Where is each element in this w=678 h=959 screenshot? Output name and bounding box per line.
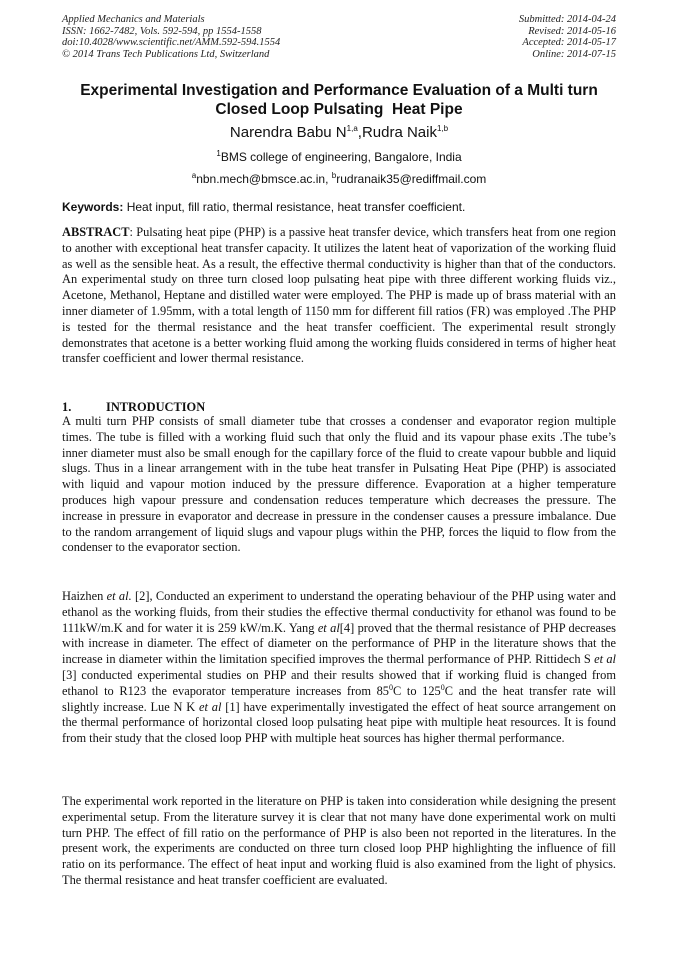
keywords-text: Heat input, fill ratio, thermal resistance, heat transfer coefficient. [126, 200, 466, 214]
italic-run: et al. [106, 589, 132, 603]
revised-date: Revised: 2014-05-16 [528, 25, 616, 37]
italic-run: et al [199, 699, 222, 714]
keywords-label: Keywords: [62, 200, 124, 214]
text-run: C and the heat transfer rate will slightly increase. Lue N K [62, 683, 616, 714]
intro-paragraph-1: A multi turn PHP consists of small diameter tube that crosses a condenser and evaporator region multiple times. The tube is filled with a working fluid such that only the fluid and its vapour phase exits .The tube’s inner diameter must also be small enough for the capillary force of the fluid to create vapour bubble and liquid slugs. Thus in a linear arrangement with in the tube heat transfer in Pulsating Heat Pipe (PHP) is associated with liquid and vapour motion induced by the pressure difference. Evaporation at a higher temperature produces high vapour pressure and condensation reduces temperature which decreases the pressure. The increase in pressure in evaporator and decrease in pressure in the condenser causes a pressure imbalance. Due to the random arrangement of liquid slugs and vapour plugs within the PHP, forces the liquid to flow from the condenser to the evaporator section. [62, 414, 616, 555]
abstract-text: : Pulsating heat pipe (PHP) is a passive heat transfer device, which transfers heat from one region to another with exceptional heat transfer capacity. It utilizes the latent heat of vaporization of the working fluid as well as the sensible heat. As a result, the effective thermal conductivity is higher than that of the conductors. An experimental study on three turn closed loop pulsating heat pipe with three different working fluids viz., Acetone, Methanol, Heptane and distilled water were employed. The PHP is made up of brass material with an inner diameter of 1.95mm, with a total length of 1150 mm for different fill ratios (FR) was employed .The PHP is tested for the thermal resistance and the heat transfer coefficient. The experimental result strongly demonstrates that acetone is a better working fluid among the working fluids considered in terms of higher heat transfer coefficient and lower thermal resistance. [62, 225, 616, 366]
degree-superscript: 0 [389, 682, 393, 692]
journal-header-right [519, 14, 616, 60]
section-heading-introduction [62, 400, 205, 415]
email-a[interactable]: nbn.mech@bmsce.ac.in [196, 172, 326, 186]
journal-name: Applied Mechanics and Materials [62, 14, 205, 25]
author-2-superscript: 1,b [436, 124, 449, 133]
intro-paragraph-3: The experimental work reported in the literature on PHP is taken into consideration while designing the present experimental setup. From the literature survey it is clear that not many have done experimental work on multi turn PHP. The effect of fill ratio on the performance of PHP is also been not reported in the literatures. In the present work, the experiments are conducted on three turn closed loop PHP highlighting the influence of fill ratio on its performance. The effect of heat input and working fluid is also examined from the light of physics. The thermal resistance and heat transfer coefficient are evaluated. [62, 794, 616, 887]
italic-run: et al [594, 652, 616, 667]
author-1: Narendra Babu N [229, 124, 347, 141]
affiliation [62, 150, 616, 164]
text-run: [4] proved that the thermal resistance of PHP decreases with increase in diameter. The effect of diameter on the performance of PHP in the literature shows that the increase in diameter within the limitation specified improves the thermal performance of PHP. Rittidech S [62, 620, 616, 667]
journal-header-left [62, 14, 280, 60]
intro-paragraph-2 [62, 589, 616, 747]
journal-issn: ISSN: 1662-7482, Vols. 592-594, pp 1554-1558 [62, 25, 262, 37]
author-line: Narendra Babu N$^{1,a}$,Rudra Naik$^{1,b}$ [229, 124, 449, 141]
title-line-1: Experimental Investigation and Performance Evaluation of a Multi turn [80, 82, 598, 99]
submitted-date: Submitted: 2014-04-24 [518, 14, 616, 25]
author-1-superscript: 1,a [346, 124, 358, 133]
email-b-superscript: b [331, 171, 337, 180]
journal-copyright: © 2014 Trans Tech Publications Ltd, Switzerland [62, 48, 270, 60]
abstract [62, 225, 616, 367]
text-run: [2], Conducted an experiment to understand the operating behaviour of the PHP using water and ethanol as the working fluids, from their studies the effective thermal conductivity for ethanol was found to be 111kW/m.K and for water it is 259 kW/m.K. Yang [62, 589, 616, 635]
section-title: INTRODUCTION [106, 400, 206, 414]
keywords [62, 200, 616, 214]
affiliation-text: BMS college of engineering, Bangalore, India [220, 150, 462, 164]
affiliation-superscript: 1 [216, 149, 221, 158]
accepted-date: Accepted: 2014-05-17 [522, 37, 616, 49]
section-number: 1. [62, 400, 72, 414]
title-line-2: Closed Loop Pulsating Heat Pipe [215, 100, 463, 118]
author-2: Rudra Naik [361, 124, 437, 141]
email-a-superscript: a [191, 171, 197, 180]
journal-doi: doi:10.4028/www.scientific.net/AMM.592-594.1554 [62, 37, 281, 49]
author-emails: $^a$nbn.mech@bmsce.ac.in, $^b$rudranaik35@rediffmail.com [191, 171, 487, 186]
degree-superscript: 0 [440, 682, 445, 692]
text-run: [1] have experimentally investigated the effect of heat source arrangement on the thermal performance of horizontal closed loop pulsating heat pipe with multiple heat resources. It is found from their study that the closed loop PHP with multiple heat sources has higher thermal performance. [62, 699, 616, 746]
abstract-label: ABSTRACT [62, 225, 130, 239]
text-run: Haizhen [62, 589, 107, 603]
online-date: Online: 2014-07-15 [532, 48, 616, 60]
text-run: [3] conducted experimental studies on PHP and their results showed that if working fluid is changed from ethanol to R123 the evaporator temperature increases from 85 [62, 667, 616, 698]
paper-title [62, 82, 616, 119]
text-run: C to 125 [393, 683, 441, 698]
italic-run: et al [317, 620, 340, 635]
email-b[interactable]: rudranaik35@rediffmail.com [336, 172, 487, 186]
